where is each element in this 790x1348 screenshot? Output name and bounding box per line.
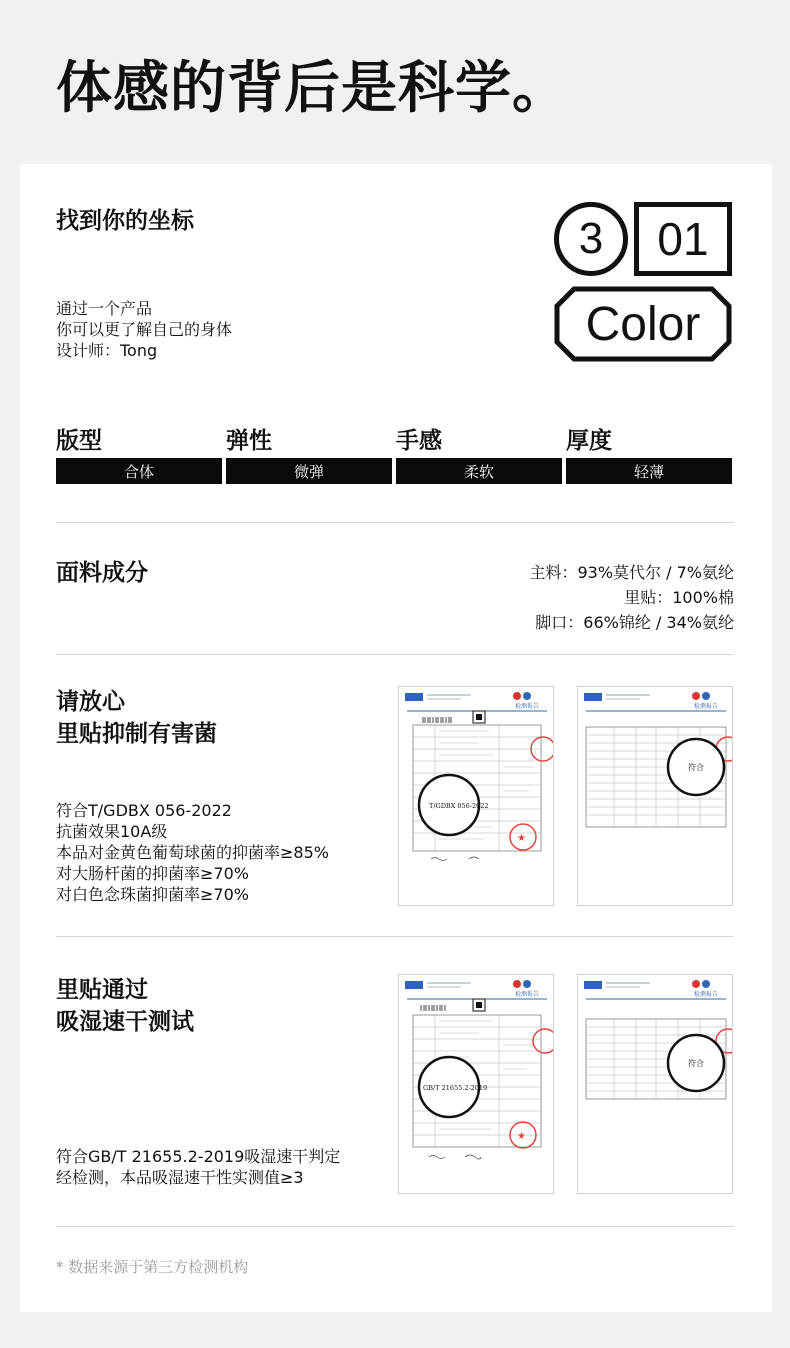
wicking-heading-line: 里贴通过: [56, 977, 148, 1003]
wicking-heading-line: 吸湿速干测试: [56, 1009, 194, 1035]
antibacterial-details: [56, 800, 329, 905]
test-report-image: [577, 974, 733, 1194]
report-header-text: 检测报告: [694, 703, 719, 710]
detail-line: 经检测，本品吸湿速干性实测值≥3: [56, 1168, 304, 1187]
antibacterial-heading-line: 里贴抑制有害菌: [56, 721, 217, 747]
detail-line: 抗菌效果10A级: [56, 822, 168, 841]
attribute-label: 弹性: [226, 428, 272, 454]
attribute-label: 厚度: [566, 428, 612, 454]
red-stamp-icon: [533, 1029, 554, 1053]
code-badge: 01: [634, 202, 732, 276]
report-header-text: 检测报告: [694, 991, 719, 998]
stamp-standard-text: GB/T 21655.2-2019: [423, 1084, 488, 1092]
intro-heading: 找到你的坐标: [56, 208, 194, 234]
lab-logo-icon: [584, 981, 602, 989]
attribute-fit: [56, 422, 222, 484]
attribute-value: 柔软: [396, 458, 562, 484]
lab-logo-icon: [584, 693, 602, 701]
fabric-composition: [529, 560, 734, 635]
stamp-standard-text: T/GDBX 056-2022: [429, 802, 489, 810]
detail-line: 对大肠杆菌的抑菌率≥70%: [56, 864, 249, 883]
fabric-item: 里贴：100%棉: [624, 588, 734, 607]
report-header-text: 检测报告: [515, 991, 540, 998]
attribute-thickness: [566, 422, 732, 484]
divider: [56, 654, 734, 655]
divider: [56, 522, 734, 523]
attribute-value: 微弹: [226, 458, 392, 484]
cert-mark-icon: [692, 692, 700, 700]
stamp-verdict-text: 符合: [688, 763, 704, 772]
content-card: [20, 164, 772, 1312]
fabric-item: 主料：93%莫代尔 / 7%氨纶: [529, 563, 734, 582]
lab-logo-icon: [405, 693, 423, 701]
svg-text:★: ★: [517, 1131, 526, 1142]
antibacterial-heading: [56, 686, 217, 750]
color-badge-label: Color: [585, 297, 701, 351]
detail-line: 符合GB/T 21655.2-2019吸湿速干判定: [56, 1147, 341, 1166]
test-report-image: [577, 686, 733, 906]
report-header-text: 检测报告: [515, 703, 540, 710]
test-report-image: [398, 974, 554, 1194]
svg-text:★: ★: [517, 833, 526, 844]
hero-title: 体感的背后是科学。: [56, 56, 569, 121]
cert-mark-icon: [692, 980, 700, 988]
cert-mark-icon: [513, 980, 521, 988]
attribute-label: 版型: [56, 428, 102, 454]
divider: [56, 1226, 734, 1227]
antibacterial-heading-line: 请放心: [56, 689, 125, 715]
attribute-feel: [396, 422, 562, 484]
intro-text: [56, 298, 232, 361]
detail-line: 本品对金黄色葡萄球菌的抑菌率≥85%: [56, 843, 329, 862]
lab-logo-icon: [405, 981, 423, 989]
test-report-image: [398, 686, 554, 906]
stamp-verdict-text: 符合: [688, 1059, 704, 1068]
fabric-heading: 面料成分: [56, 560, 148, 586]
intro-line: 通过一个产品: [56, 299, 153, 318]
cert-mark-icon: [513, 692, 521, 700]
detail-line: 对白色念珠菌抑菌率≥70%: [56, 885, 249, 904]
fabric-item: 脚口：66%锦纶 / 34%氨纶: [535, 613, 734, 632]
number-badge: 3: [554, 202, 628, 276]
attribute-value: 合体: [56, 458, 222, 484]
wicking-details: [56, 1146, 340, 1188]
intro-line: 设计师：Tong: [56, 341, 158, 360]
attribute-label: 手感: [396, 428, 442, 454]
color-badge: [554, 286, 732, 362]
wicking-heading: [56, 974, 194, 1038]
data-source-footnote: * 数据来源于第三方检测机构: [56, 1258, 249, 1276]
attribute-elasticity: [226, 422, 392, 484]
attribute-value: 轻薄: [566, 458, 732, 484]
intro-line: 你可以更了解自己的身体: [56, 320, 233, 339]
detail-line: 符合T/GDBX 056-2022: [56, 801, 232, 820]
divider: [56, 936, 734, 937]
